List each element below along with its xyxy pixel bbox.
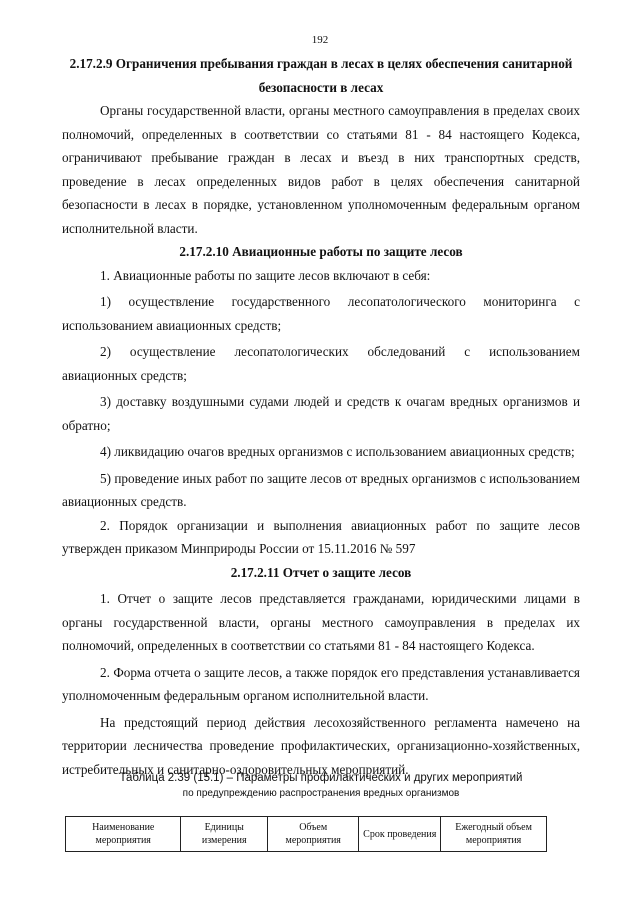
paragraph-planned-measures: На предстоящий период действия лесохозяйственного регламента намечено на территории лесничества проведение профилактических, организационно-хозяйственных, истребительных и санитарно-оздоровительных мероприятий. xyxy=(62,714,580,777)
list-item-aviation-1: 1) осуществление государственного лесопатологического мониторинга с использованием авиационных средств; xyxy=(62,294,580,333)
paragraph-aviation-order: 2. Порядок организации и выполнения авиационных работ по защите лесов утвержден приказом Минприроды России от 15.11.2016 № 597 xyxy=(62,517,580,556)
list-item-aviation-2: 2) осуществление лесопатологических обследований с использованием авиационных средств; xyxy=(62,344,580,383)
table-caption-title: Таблица 2.39 (15.1) – Параметры профилактических и других мероприятий xyxy=(119,772,523,784)
page-number: 192 xyxy=(311,34,329,46)
paragraph-aviation-intro: 1. Авиационные работы по защите лесов включают в себя: xyxy=(100,267,431,283)
section-heading-2-17-2-10: 2.17.2.10 Авиационные работы по защите лесов xyxy=(179,244,463,259)
paragraph-report-1: 1. Отчет о защите лесов представляется гражданами, юридическими лицами в органы государственной власти, органы местного самоуправления в пределах их полномочий, определенных в соответствии со статьями 81 - 84 настоящего Кодекса. xyxy=(62,591,580,653)
list-item-aviation-4: 4) ликвидацию очагов вредных организмов с использованием авиационных средств; xyxy=(100,444,575,459)
table-header-row xyxy=(66,817,547,852)
table-header-cell: Срок проведения xyxy=(359,817,441,852)
table-header-cell: Ежегодный объем мероприятия xyxy=(441,817,547,852)
table-header-cell: Объем мероприятия xyxy=(268,817,359,852)
table-header-cell: Единицы измерения xyxy=(181,817,268,852)
table-header-cell: Наименование мероприятия xyxy=(66,817,181,852)
list-item-aviation-5: 5) проведение иных работ по защите лесов от вредных организмов с использованием авиационных средств. xyxy=(62,470,580,509)
paragraph-report-2: 2. Форма отчета о защите лесов, а также порядок его представления устанавливается уполномоченным федеральным органом исполнительной власти. xyxy=(62,664,580,703)
section-heading-2-17-2-9-line1: 2.17.2.9 Ограничения пребывания граждан в лесах в целях обеспечения санитарной xyxy=(69,56,573,71)
section-heading-2-17-2-11: 2.17.2.11 Отчет о защите лесов xyxy=(230,564,412,580)
paragraph-restrictions: Органы государственной власти, органы местного самоуправления в пределах своих полномочий, определенных в соответствии со статьями 81 - 84 настоящего Кодекса, ограничивают пребывание граждан в лесах и въезд в них транспортных средств, проведение в лесах определенных видов работ в целях обеспечения санитарной безопасности в лесах в порядке, установленном уполномоченным федеральным органом исполнительной власти. xyxy=(62,103,580,236)
list-item-aviation-3: 3) доставку воздушными судами людей и средств к очагам вредных организмов и обратно; xyxy=(62,394,580,433)
section-heading-2-17-2-9-line2: безопасности в лесах xyxy=(258,79,384,95)
table-caption xyxy=(62,771,580,801)
table-caption-subtitle: по предупреждению распространения вредных организмов xyxy=(182,788,460,799)
document-body xyxy=(62,52,580,781)
parameters-table xyxy=(65,816,547,852)
